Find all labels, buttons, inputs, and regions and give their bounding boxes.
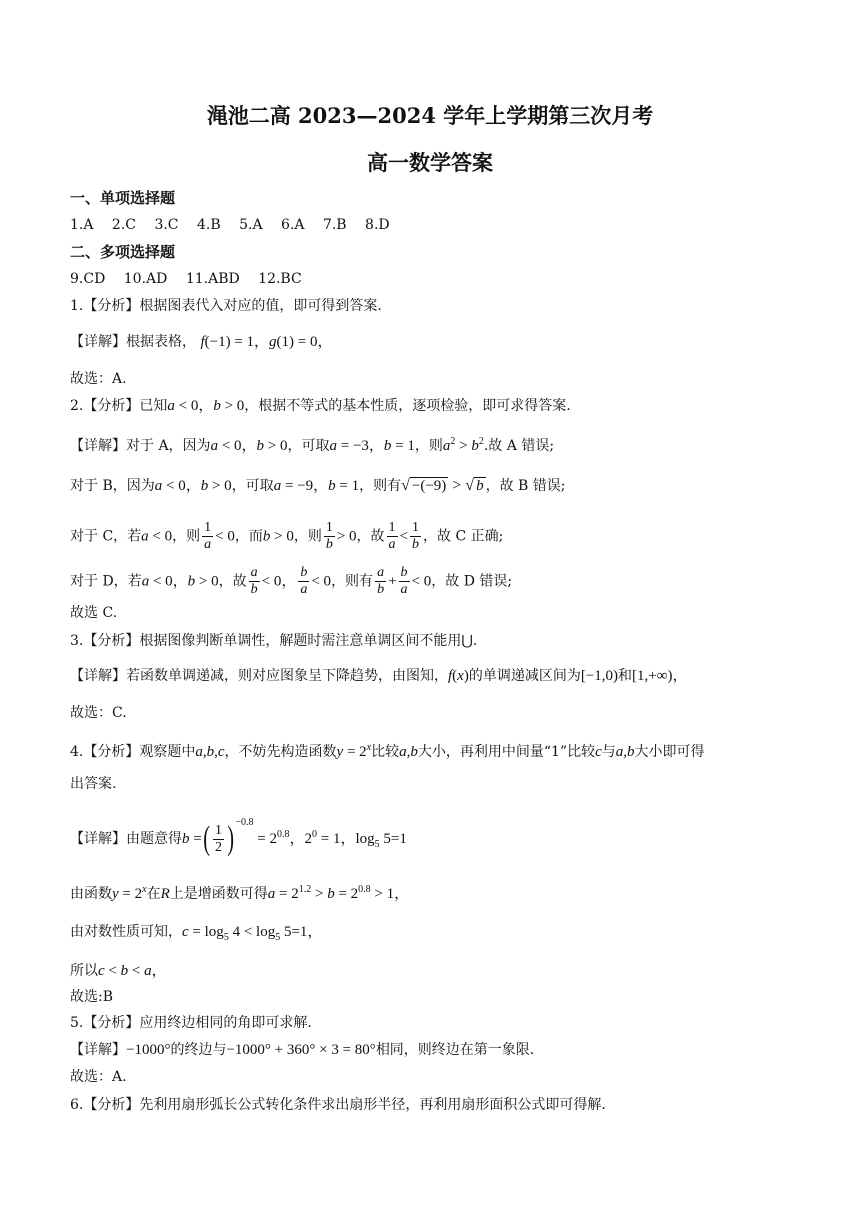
q4-math: c < b < a， <box>98 963 167 979</box>
q2-text: ，则 <box>172 528 201 545</box>
answer-item: 8.D <box>365 217 390 233</box>
answer-item: 11.ABD <box>185 271 240 287</box>
q4-text: 在 <box>146 886 161 902</box>
q2-analysis <box>70 396 800 416</box>
right-paren: ) <box>227 820 235 857</box>
answer-item: 2.C <box>111 217 136 233</box>
q6-analysis: 6.【分析】先利用扇形弧长公式转化条件求出扇形半径，再利用扇形面积公式即可得解. <box>70 1097 606 1113</box>
q4-text: 4.【分析】观察题中 <box>70 744 196 760</box>
q4-math: b = <box>182 831 202 847</box>
q2-detail-c <box>70 520 800 553</box>
q4-math: a,b,c <box>195 744 225 760</box>
fraction-1-over-b: $\frac{1}{b}$ <box>412 520 420 552</box>
q5-math: −1000° + 360° × 3 = 80° <box>226 1042 376 1058</box>
q2-math: a < 0，b > 0 <box>210 438 288 454</box>
q2-text: ，故 B 错误; <box>485 478 566 494</box>
q4-analysis-cont: 出答案. <box>70 776 117 792</box>
q2-math: < 0 <box>411 573 432 590</box>
multiple-choice-answers <box>70 269 800 289</box>
q1-formula: f(−1) = 1，g(1) = 0， <box>200 334 333 350</box>
q4-line4 <box>70 961 800 981</box>
q2-sqrt-expression: √ −(−9) > √ b <box>401 477 484 494</box>
fraction-1-over-2: $\frac{1}{2}$ <box>215 822 223 855</box>
q2-detail-a <box>70 432 800 456</box>
q4-text: 大小，再利用中间量“1”比较 <box>417 744 596 760</box>
q2-text: ，则有 <box>359 478 402 494</box>
q1-conclusion: 故选：A. <box>70 371 127 387</box>
q3-text: 和 <box>618 668 633 684</box>
q2-math: a = −3，b = 1 <box>329 438 415 454</box>
q2-text: ，则 <box>293 528 322 545</box>
q4-analysis <box>70 738 800 762</box>
section-heading-multiple-choice: 二、多项选择题 <box>70 243 176 261</box>
answer-item: 10.AD <box>123 271 168 287</box>
q2-detail-d <box>70 565 800 598</box>
q2-text: ，而 <box>234 528 263 545</box>
q2-math: > 0 <box>336 528 357 545</box>
q3-text: 的单调递减区间为 <box>468 668 581 684</box>
q4-line2 <box>70 880 800 904</box>
q4-math: $y = 2^x$ <box>112 884 147 902</box>
q2-conclusion: 故选 C. <box>70 605 118 621</box>
q4-math: a,b <box>399 744 418 760</box>
q2-math: + <box>388 573 397 590</box>
section-heading-single-choice: 一、单项选择题 <box>70 189 176 207</box>
left-paren: ( <box>202 820 210 857</box>
q2-math: < 0 <box>311 573 332 590</box>
q2-analysis-text: ，根据不等式的基本性质，逐项检验，即可求得答案. <box>244 398 571 414</box>
q2-detail-b <box>70 476 800 496</box>
q5-text: 的终边与 <box>170 1042 227 1058</box>
q2-math: $a^2 > b^2$ <box>442 436 484 454</box>
q5-math: −1000° <box>126 1042 171 1058</box>
q4-math: c <box>595 744 602 760</box>
fraction-a-over-b: $\frac{a}{b}$ <box>250 565 258 597</box>
answer-item: 4.B <box>196 217 221 233</box>
fraction-1-over-a: $\frac{1}{a}$ <box>388 520 396 552</box>
q3-detail <box>70 666 800 686</box>
answer-item: 3.C <box>154 217 179 233</box>
q5-detail <box>70 1040 800 1060</box>
q4-text: 由对数性质可知， <box>70 924 182 940</box>
q2-math: < <box>399 528 409 545</box>
q3-math: f(x) <box>448 668 469 684</box>
answer-item: 6.A <box>281 217 305 233</box>
q4-text: 由函数 <box>70 886 112 902</box>
q4-text: 所以 <box>70 963 98 979</box>
q4-math: $a = 2^{1.2} > b = 2^{0.8} > 1$， <box>267 884 410 902</box>
q2-condition: a < 0，b > 0 <box>167 398 245 414</box>
answer-item: 7.B <box>322 217 347 233</box>
q5-analysis: 5.【分析】应用终边相同的角即可求解. <box>70 1015 312 1031</box>
q2-text: ，可取 <box>287 438 330 454</box>
q2-math: < 0， <box>261 573 297 590</box>
q4-math: $c = \log_5 4 < \log_5 5=1$， <box>182 924 323 943</box>
fraction-a-over-b: $\frac{a}{b}$ <box>377 565 385 597</box>
q4-text: 大小即可得 <box>634 744 705 760</box>
q2-math: a < 0，b > 0 <box>154 478 232 494</box>
q3-interval: [1,+∞)， <box>632 668 688 684</box>
answer-item: 12.BC <box>258 271 302 287</box>
q3-interval: [−1,0) <box>580 668 619 684</box>
q4-math: R <box>160 886 170 902</box>
single-choice-answers <box>70 215 800 235</box>
q2-math: a < 0，b > 0 <box>141 573 219 590</box>
q2-text: 对于 D，若 <box>70 573 142 590</box>
fraction-1-over-b: $\frac{1}{b}$ <box>325 520 333 552</box>
q1-detail-text: 【详解】根据表格， <box>70 334 196 350</box>
q2-text: ，则有 <box>331 573 374 590</box>
q2-text: ，则 <box>414 438 443 454</box>
q2-text: ，故 C 正确; <box>423 528 504 545</box>
q2-text: 对于 B，因为 <box>70 478 155 494</box>
q2-math: a = −9，b = 1 <box>273 478 360 494</box>
q2-text: ，故 <box>356 528 385 545</box>
answer-item: 5.A <box>239 217 263 233</box>
q2-math: b > 0 <box>262 528 294 545</box>
q5-conclusion: 故选：A. <box>70 1069 127 1085</box>
q4-line3 <box>70 922 800 948</box>
q4-detail: 【详解】由题意得b =( $\frac{1}{2}$ )$^{-0.8} = 2^{0.8}$，$2^0 = 1$，$\log_5 5=1$ <box>70 817 407 857</box>
q4-text: 与 <box>601 744 616 760</box>
q5-text: 相同，则终边在第一象限. <box>375 1042 535 1058</box>
q2-analysis-text: 2.【分析】已知 <box>70 398 168 414</box>
q3-conclusion: 故选：C. <box>70 705 127 721</box>
fraction-1-over-a: $\frac{1}{a}$ <box>204 520 212 552</box>
q2-math: a < 0 <box>141 528 173 545</box>
q2-text: ，故 <box>218 573 247 590</box>
q2-math: < 0 <box>215 528 235 545</box>
q2-text: .故 A 错误; <box>483 438 555 454</box>
q1-detail <box>70 332 800 352</box>
fraction-b-over-a: $\frac{b}{a}$ <box>300 565 308 597</box>
q2-text: 对于 C，若 <box>70 528 142 545</box>
q4-text: ，不妨先构造函数 <box>224 744 337 760</box>
document-subtitle: 高一数学答案 <box>367 150 493 175</box>
q2-text: 【详解】对于 A，因为 <box>70 438 211 454</box>
q4-text: 比较 <box>371 744 400 760</box>
q2-text: ，故 D 错误; <box>431 573 513 590</box>
q1-analysis: 1.【分析】根据图表代入对应的值，即可得到答案. <box>70 298 382 314</box>
answer-item: 9.CD <box>70 271 106 287</box>
document-title: 渑池二高 2023—2024 学年上学期第三次月考 <box>206 103 654 128</box>
q4-text: 【详解】由题意得 <box>70 831 182 847</box>
q3-analysis: 3.【分析】根据图像判断单调性，解题时需注意单调区间不能用⋃. <box>70 633 478 649</box>
answer-item: 1.A <box>70 217 94 233</box>
q4-math: a,b <box>615 744 635 760</box>
q4-conclusion: 故选:B <box>70 989 114 1005</box>
q4-math: $y = 2^x$ <box>336 742 372 760</box>
q3-text: 【详解】若函数单调递减，则对应图象呈下降趋势，由图知， <box>70 668 448 684</box>
q4-text: 上是增函数可得 <box>169 886 268 902</box>
q5-text: 【详解】 <box>70 1042 126 1058</box>
fraction-b-over-a: $\frac{b}{a}$ <box>400 565 408 597</box>
q4-math: = $2^{0.8}$，$2^0 = 1$，$\log_5 5=1$ <box>253 829 407 850</box>
q2-text: ，可取 <box>231 478 274 494</box>
